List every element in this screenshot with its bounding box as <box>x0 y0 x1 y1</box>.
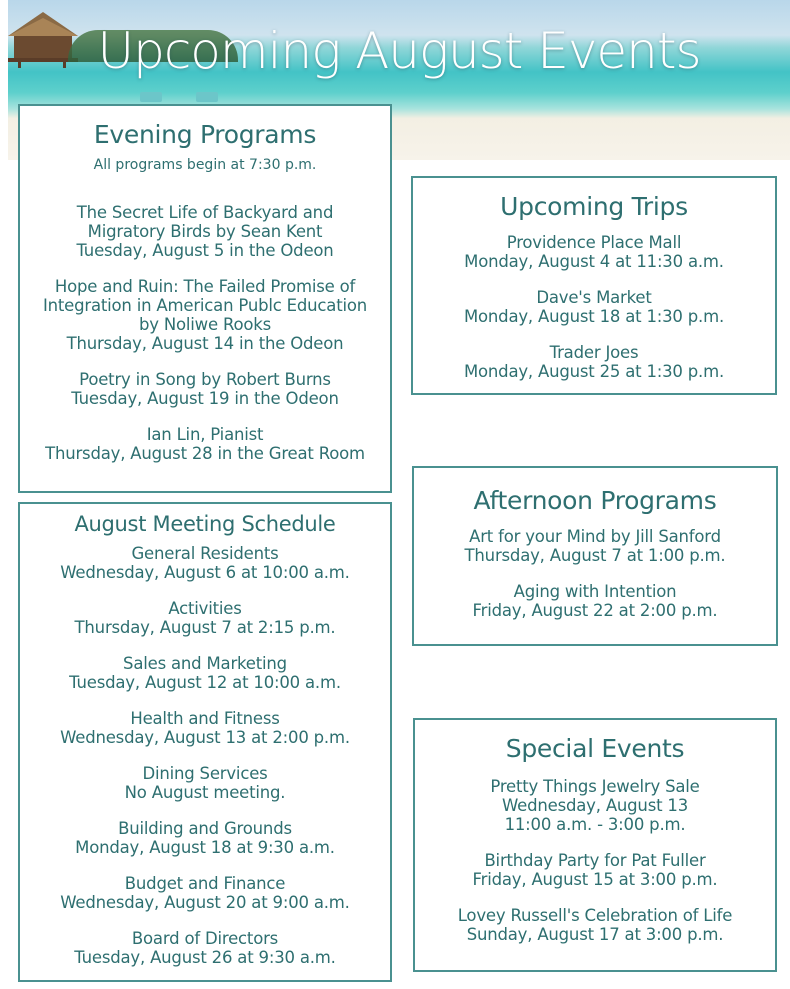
event-entry-line: Migratory Birds by Sean Kent <box>87 222 323 241</box>
event-entry-line: Monday, August 18 at 1:30 p.m. <box>463 307 724 326</box>
event-entry-line: Dave's Market <box>536 288 652 307</box>
event-entry-line: 11:00 a.m. - 3:00 p.m. <box>504 815 686 834</box>
event-entry-line: by Noliwe Rooks <box>138 315 272 334</box>
event-entry <box>20 370 390 408</box>
event-entry-line: No August meeting. <box>124 783 286 802</box>
event-entry-line: Monday, August 18 at 9:30 a.m. <box>75 838 335 857</box>
event-entry <box>20 874 390 912</box>
meeting-schedule-panel <box>18 502 392 982</box>
upcoming-trips-panel <box>411 176 777 395</box>
event-entry-line: Sunday, August 17 at 3:00 p.m. <box>466 925 724 944</box>
event-entry-line: Thursday, August 7 at 2:15 p.m. <box>74 618 336 637</box>
event-entry-line: Board of Directors <box>131 929 279 948</box>
event-entry <box>415 851 775 889</box>
event-entry <box>20 929 390 967</box>
event-entry-line: Poetry in Song by Robert Burns <box>79 370 331 389</box>
special-events-heading: Special Events <box>505 734 685 763</box>
event-entry <box>414 582 776 620</box>
event-entry-line: Trader Joes <box>549 343 639 362</box>
special-events-panel <box>413 718 777 972</box>
event-entry-line: General Residents <box>131 544 279 563</box>
event-entry-line: Thursday, August 14 in the Odeon <box>66 334 344 353</box>
meeting-schedule-heading: August Meeting Schedule <box>74 512 336 536</box>
event-entry-line: Monday, August 4 at 11:30 a.m. <box>464 252 724 271</box>
event-entry-line: Tuesday, August 5 in the Odeon <box>76 241 334 260</box>
event-entry-line: Sales and Marketing <box>123 654 287 673</box>
upcoming-trips-list <box>413 233 775 381</box>
event-entry-line: Friday, August 22 at 2:00 p.m. <box>472 601 718 620</box>
event-entry <box>20 599 390 637</box>
event-entry <box>20 544 390 582</box>
event-entry <box>20 709 390 747</box>
event-entry <box>20 654 390 692</box>
beach-chair-image <box>196 92 218 102</box>
evening-programs-note: All programs begin at 7:30 p.m. <box>93 157 317 173</box>
event-entry <box>20 764 390 802</box>
event-entry-line: Wednesday, August 13 <box>502 796 688 815</box>
afternoon-programs-panel <box>412 466 778 646</box>
event-entry-line: Health and Fitness <box>130 709 280 728</box>
event-entry-line: Hope and Ruin: The Failed Promise of <box>54 277 356 296</box>
event-entry-line: Birthday Party for Pat Fuller <box>484 851 706 870</box>
event-entry <box>413 343 775 381</box>
event-entry-line: Budget and Finance <box>124 874 286 893</box>
event-entry-line: Wednesday, August 6 at 10:00 a.m. <box>60 563 350 582</box>
evening-programs-list <box>20 203 390 463</box>
event-entry-line: Integration in American Publc Education <box>42 296 368 315</box>
event-entry-line: Monday, August 25 at 1:30 p.m. <box>463 362 724 381</box>
event-entry-line: Wednesday, August 13 at 2:00 p.m. <box>60 728 350 747</box>
event-entry <box>414 527 776 565</box>
upcoming-trips-heading: Upcoming Trips <box>500 192 688 221</box>
page-title: Upcoming August Events <box>97 22 701 80</box>
event-entry-line: Thursday, August 7 at 1:00 p.m. <box>464 546 726 565</box>
beach-chair-image <box>140 92 162 102</box>
event-entry-line: The Secret Life of Backyard and <box>76 203 334 222</box>
event-entry-line: Tuesday, August 19 in the Odeon <box>71 389 339 408</box>
event-entry-line: Aging with Intention <box>513 582 677 601</box>
event-entry-line: Tuesday, August 12 at 10:00 a.m. <box>69 673 341 692</box>
event-entry <box>20 277 390 353</box>
event-entry <box>20 425 390 463</box>
evening-programs-panel <box>18 104 392 493</box>
event-entry <box>20 819 390 857</box>
event-entry <box>20 203 390 260</box>
event-entry-line: Thursday, August 28 in the Great Room <box>45 444 365 463</box>
event-entry-line: Pretty Things Jewelry Sale <box>490 777 700 796</box>
event-entry-line: Friday, August 15 at 3:00 p.m. <box>472 870 718 889</box>
event-entry-line: Providence Place Mall <box>506 233 682 252</box>
event-entry-line: Art for your Mind by Jill Sanford <box>469 527 721 546</box>
event-entry-line: Building and Grounds <box>118 819 292 838</box>
special-events-list <box>415 777 775 944</box>
afternoon-programs-list <box>414 527 776 620</box>
event-entry <box>413 233 775 271</box>
afternoon-programs-heading: Afternoon Programs <box>473 486 717 515</box>
event-entry <box>413 288 775 326</box>
meeting-schedule-list <box>20 544 390 967</box>
event-entry-line: Activities <box>168 599 242 618</box>
event-entry <box>415 777 775 834</box>
evening-programs-heading: Evening Programs <box>93 120 317 149</box>
event-entry-line: Lovey Russell's Celebration of Life <box>457 906 733 925</box>
event-entry-line: Tuesday, August 26 at 9:30 a.m. <box>74 948 336 967</box>
event-entry <box>415 906 775 944</box>
event-entry-line: Wednesday, August 20 at 9:00 a.m. <box>60 893 350 912</box>
event-entry-line: Dining Services <box>142 764 268 783</box>
event-entry-line: Ian Lin, Pianist <box>146 425 264 444</box>
